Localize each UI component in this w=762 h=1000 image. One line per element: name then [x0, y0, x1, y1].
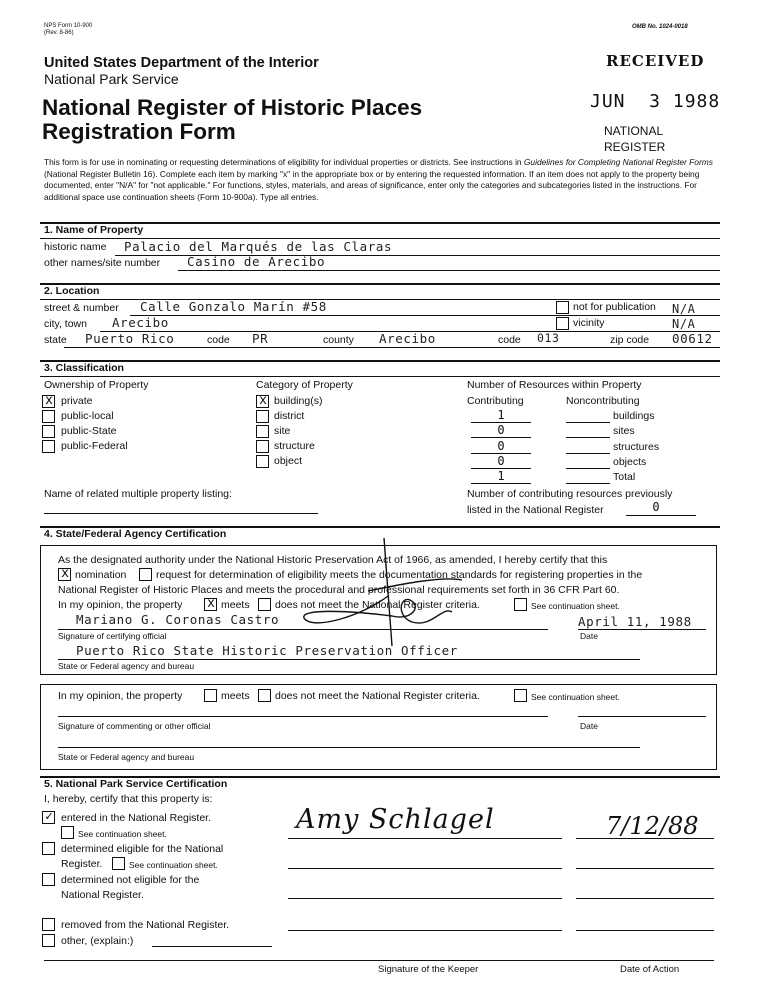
- s4-heading: 4. State/Federal Agency Certification: [44, 528, 227, 540]
- entered-see-continuation-label: See continuation sheet.: [78, 829, 167, 839]
- b2-see-continuation-label: See continuation sheet.: [531, 692, 620, 702]
- eligible-see-continuation-checkbox[interactable]: [112, 857, 125, 870]
- state-code-value[interactable]: PR: [252, 331, 269, 346]
- res-objects-label: objects: [613, 456, 647, 468]
- does-not-meet-checkbox[interactable]: [258, 598, 271, 611]
- ownership-public-federal-checkbox[interactable]: [42, 440, 55, 453]
- category-district-label: district: [274, 410, 305, 422]
- keeper-sig-line-2: [288, 868, 562, 869]
- action-date: 7/12/88: [606, 812, 699, 840]
- action-date-line-3: [576, 898, 714, 899]
- related-listing-label: Name of related multiple property listing:: [44, 488, 232, 500]
- category-object-checkbox[interactable]: [256, 455, 269, 468]
- determined-eligible-label-1: determined eligible for the National: [61, 843, 224, 855]
- noncontrib-sites-line: [566, 437, 610, 438]
- ownership-heading: Ownership of Property: [44, 379, 149, 391]
- intro-text-1: This form is for use in nominating or requesting determinations of eligibility for individual properties or districts. See instructions in: [44, 157, 524, 167]
- bureau-line: [58, 659, 640, 660]
- street-value[interactable]: Calle Gonzalo Marín #58: [140, 299, 327, 314]
- action-date-line-4: [576, 930, 714, 931]
- s5-heading: 5. National Park Service Certification: [44, 778, 228, 790]
- entered-checkbox[interactable]: [42, 811, 55, 824]
- prev-listed-label-2: listed in the National Register: [467, 504, 604, 516]
- ownership-public-local-checkbox[interactable]: [42, 410, 55, 423]
- ownership-public-local-label: public-local: [61, 410, 114, 422]
- cert-date-line: [578, 629, 706, 630]
- stamp-national: NATIONAL: [604, 124, 664, 138]
- cert-line-3: National Register of Historic Places and meets the procedural and professional requirements set forth in 36 CFR Part 60.: [58, 584, 620, 596]
- not-for-publication-value[interactable]: N/A: [672, 302, 696, 316]
- res-structures-label: structures: [613, 441, 660, 453]
- opinion-label: In my opinion, the property: [58, 599, 183, 611]
- entered-mark: ✓: [45, 809, 53, 824]
- category-heading: Category of Property: [256, 379, 353, 391]
- eligible-see-continuation-label: See continuation sheet.: [129, 860, 218, 870]
- bureau-label: State or Federal agency and bureau: [58, 661, 195, 671]
- contrib-structures[interactable]: 0: [497, 439, 505, 453]
- category-object-label: object: [274, 455, 303, 467]
- category-structure-label: structure: [274, 440, 315, 452]
- county-code-label: code: [498, 334, 521, 346]
- b2-signature-line: [58, 716, 548, 717]
- keeper-final-line: [44, 960, 714, 961]
- determined-eligible-checkbox[interactable]: [42, 842, 55, 855]
- state-value[interactable]: Puerto Rico: [85, 331, 175, 346]
- related-listing-line: [44, 513, 318, 514]
- b2-signature-label: Signature of commenting or other official: [58, 721, 211, 731]
- contrib-sites[interactable]: 0: [497, 423, 505, 437]
- nomination-mark: x: [61, 566, 69, 581]
- b2-bureau-label: State or Federal agency and bureau: [58, 752, 195, 762]
- determined-eligible-label-2: Register.: [61, 858, 103, 870]
- entered-label: entered in the National Register.: [61, 812, 212, 824]
- city-value[interactable]: Arecibo: [112, 315, 169, 330]
- determined-not-eligible-label-2: National Register.: [61, 889, 144, 901]
- other-names-value[interactable]: Casino de Arecibo: [187, 254, 326, 269]
- noncontributing-heading: Noncontributing: [566, 395, 640, 407]
- s1-heading: 1. Name of Property: [44, 224, 144, 236]
- certifying-date[interactable]: April 11, 1988: [578, 614, 692, 629]
- service-name: National Park Service: [44, 71, 179, 87]
- res-total-label: Total: [613, 471, 636, 483]
- vicinity-label: vicinity: [573, 317, 605, 329]
- meets-checkbox[interactable]: [204, 598, 217, 611]
- s2-heading: 2. Location: [44, 285, 100, 297]
- ownership-private-label: private: [61, 395, 93, 407]
- noncontrib-structures-line: [566, 453, 610, 454]
- nomination-label: nomination: [75, 569, 127, 581]
- intro-paragraph: [44, 157, 720, 203]
- certifying-official-name[interactable]: Mariano G. Coronas Castro: [76, 612, 280, 627]
- action-date-line-2: [576, 868, 714, 869]
- contrib-total-line: [471, 483, 531, 484]
- res-buildings-label: buildings: [613, 410, 655, 422]
- determined-not-eligible-label-1: determined not eligible for the: [61, 874, 200, 886]
- category-building-label: building(s): [274, 395, 323, 407]
- keeper-sig-line-3: [288, 898, 562, 899]
- s3-heading-rule: [40, 376, 720, 377]
- contrib-total[interactable]: 1: [497, 469, 505, 483]
- ownership-private-mark: x: [45, 393, 53, 408]
- b2-bureau-line: [58, 747, 640, 748]
- contrib-buildings[interactable]: 1: [497, 408, 505, 422]
- intro-guidelines: Guidelines for Completing National Register Forms: [523, 157, 713, 167]
- state-line: [64, 347, 720, 348]
- s2-top-rule: [40, 283, 720, 285]
- b2-opinion-label: In my opinion, the property: [58, 690, 183, 702]
- received-stamp: RECEIVED: [606, 52, 705, 70]
- other-names-label: other names/site number: [44, 257, 161, 269]
- other-label: other, (explain:): [61, 935, 134, 947]
- state-label: state: [44, 334, 67, 346]
- prev-listed-value[interactable]: 0: [652, 500, 660, 514]
- keeper-sig-line-4: [288, 930, 562, 931]
- not-for-publication-label: not for publication: [573, 301, 656, 313]
- zip-value[interactable]: 00612: [672, 331, 713, 346]
- date-of-action-label: Date of Action: [620, 964, 680, 975]
- other-checkbox[interactable]: [42, 934, 55, 947]
- request-eligibility-checkbox[interactable]: [139, 568, 152, 581]
- ownership-public-state-label: public-State: [61, 425, 117, 437]
- removed-checkbox[interactable]: [42, 918, 55, 931]
- city-label: city, town: [44, 318, 87, 330]
- cert-date-label: Date: [580, 631, 598, 641]
- category-district-checkbox[interactable]: [256, 410, 269, 423]
- category-site-checkbox[interactable]: [256, 425, 269, 438]
- keeper-sig-line-1: [288, 838, 562, 839]
- category-building-checkbox[interactable]: [256, 395, 269, 408]
- determined-not-eligible-checkbox[interactable]: [42, 873, 55, 886]
- category-structure-checkbox[interactable]: [256, 440, 269, 453]
- prev-listed-line: [626, 515, 696, 516]
- ownership-public-federal-label: public-Federal: [61, 440, 128, 452]
- contrib-sites-line: [471, 437, 531, 438]
- does-not-meet-label: does not meet the National Register criteria.: [275, 599, 480, 611]
- category-site-label: site: [274, 425, 291, 437]
- county-code-value[interactable]: 013: [537, 331, 560, 345]
- see-continuation-label: See continuation sheet.: [531, 601, 620, 611]
- state-official-signature: [292, 536, 472, 656]
- b2-meets-label: meets: [221, 690, 250, 702]
- street-line: [130, 315, 720, 316]
- historic-name-label: historic name: [44, 241, 107, 253]
- meets-mark: x: [207, 596, 215, 611]
- cert-line-1: As the designated authority under the National Historic Preservation Act of 1966, as amended, I hereby certify that this: [58, 554, 608, 566]
- signature-label: Signature of certifying official: [58, 631, 167, 641]
- noncontrib-buildings-line: [566, 422, 610, 423]
- zip-label: zip code: [610, 334, 650, 346]
- cert-line-2: request for determination of eligibility meets the documentation standards for registering properties in the: [156, 569, 643, 581]
- other-explain-line: [152, 946, 272, 947]
- form-number: NPS Form 10-900: [44, 23, 93, 29]
- historic-name-value[interactable]: Palacio del Marqués de las Claras: [124, 239, 393, 254]
- noncontrib-objects-line: [566, 468, 610, 469]
- contrib-objects[interactable]: 0: [497, 454, 505, 468]
- keeper-signature-label: Signature of the Keeper: [378, 964, 479, 975]
- street-label: street & number: [44, 302, 119, 314]
- see-continuation-checkbox[interactable]: [514, 598, 527, 611]
- noncontrib-total-line: [566, 483, 610, 484]
- ownership-public-state-checkbox[interactable]: [42, 425, 55, 438]
- nomination-checkbox[interactable]: [58, 568, 71, 581]
- ownership-private-checkbox[interactable]: [42, 395, 55, 408]
- form-revision: (Rev. 8-86): [44, 30, 74, 36]
- b2-does-not-meet-checkbox[interactable]: [258, 689, 271, 702]
- res-sites-label: sites: [613, 425, 635, 437]
- county-value[interactable]: Arecibo: [379, 331, 436, 346]
- not-for-publication-checkbox[interactable]: [556, 301, 569, 314]
- b2-meets-checkbox[interactable]: [204, 689, 217, 702]
- b2-date-label: Date: [580, 721, 598, 731]
- meets-label: meets: [221, 599, 250, 611]
- vicinity-value[interactable]: N/A: [672, 317, 696, 331]
- bureau-value[interactable]: Puerto Rico State Historic Preservation Officer: [76, 643, 458, 658]
- county-label: county: [323, 334, 354, 346]
- stamp-register: REGISTER: [604, 140, 666, 154]
- b2-does-not-meet-label: does not meet the National Register criteria.: [275, 690, 480, 702]
- category-building-mark: x: [259, 393, 267, 408]
- entered-see-continuation-checkbox[interactable]: [61, 826, 74, 839]
- omb-number: OMB No. 1024-0018: [632, 24, 688, 30]
- state-code-label: code: [207, 334, 230, 346]
- b2-date-line: [578, 716, 706, 717]
- removed-label: removed from the National Register.: [61, 919, 230, 931]
- b2-see-continuation-checkbox[interactable]: [514, 689, 527, 702]
- resources-heading: Number of Resources within Property: [467, 379, 642, 391]
- keeper-signature: Amy Schlagel: [296, 804, 495, 835]
- form-title-line2: Registration Form: [42, 119, 236, 144]
- s3-top-rule: [40, 360, 720, 362]
- received-stamp-date: JUN 3 1988: [590, 91, 721, 112]
- s5-intro: I, hereby, certify that this property is:: [44, 793, 213, 805]
- form-title-line1: National Register of Historic Places: [42, 95, 423, 120]
- contributing-heading: Contributing: [467, 395, 524, 407]
- s3-heading: 3. Classification: [44, 362, 124, 374]
- other-names-line: [178, 270, 720, 271]
- prev-listed-label-1: Number of contributing resources previously: [467, 488, 673, 500]
- vicinity-checkbox[interactable]: [556, 317, 569, 330]
- intro-text-2: (National Register Bulletin 16). Complete each item by marking "x" in the appropriate box or by entering the requested information. If an item does not apply to the property being documented, enter "N/A" for "not applicable." For functions, styles, materials, and areas of significance, enter only the categories and subcategories listed in the instructions. For additional space use continuation sheets (Form 10-900a). Type all entries.: [44, 168, 700, 202]
- department-name: United States Department of the Interior: [44, 55, 319, 71]
